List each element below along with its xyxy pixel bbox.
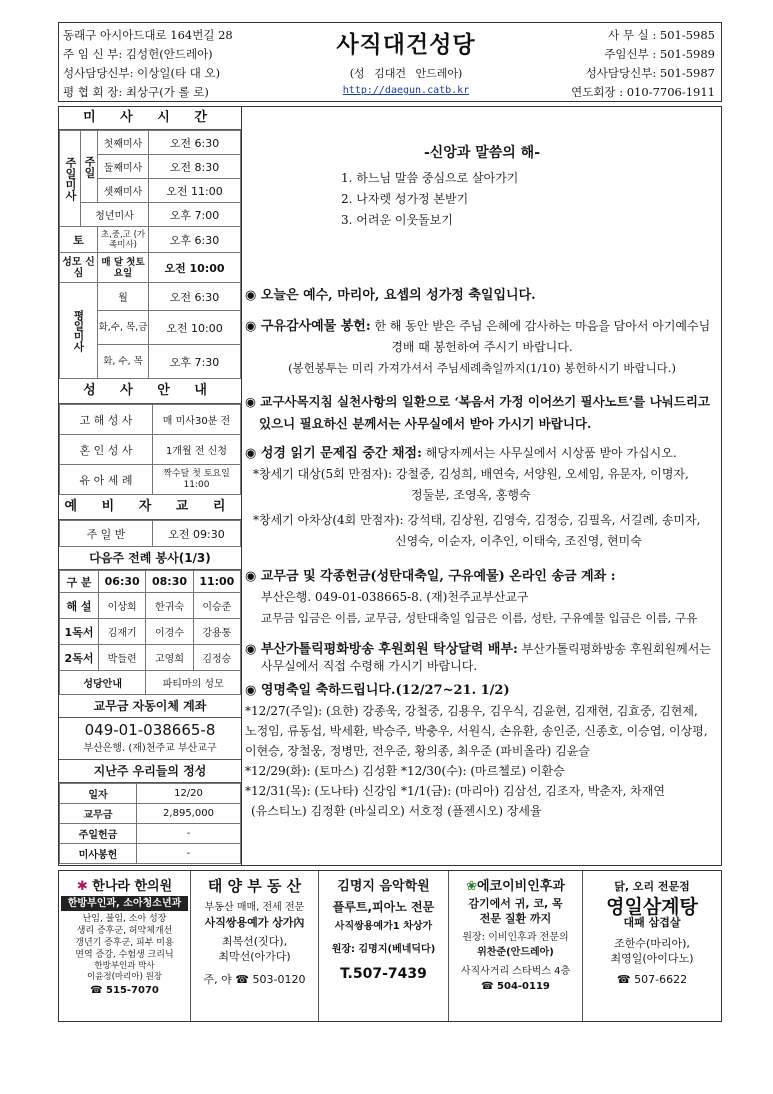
nw-role: 2독서 — [60, 645, 99, 671]
finance-name: 일자 — [60, 784, 137, 804]
weekday-mass-name: 월 — [98, 283, 149, 311]
ad-line: 한방부인과, 소아청소년과 — [61, 896, 188, 911]
transfer-bank: 부산은행. (재)천주교 부산교구 — [83, 743, 217, 754]
ad-line: 이윤정(마리아) 원장 — [86, 972, 163, 982]
finance-table — [59, 783, 241, 864]
ad-phone: ☎ 515-7070 — [90, 985, 159, 996]
ad-title: ✱ 한나라 한의원 — [76, 879, 173, 894]
ad-line: 대패 삼겹살 — [623, 916, 681, 929]
catechism-time: 오전 09:30 — [153, 521, 241, 547]
notice-feast: ◉ 오늘은 예수, 마리아, 요셉의 성가정 축일입니다. — [245, 288, 536, 303]
nw-header: 08:30 — [146, 571, 193, 593]
sunday-mass-label: 주일미사 — [60, 131, 81, 227]
notice-calendar-text: 부산가톨릭평화방송 후원회원께서는 — [517, 642, 711, 656]
sacrament-name: 고 해 성 사 — [60, 405, 153, 435]
ad-line: 갱년기 증후군, 피부 미용 — [75, 938, 174, 948]
weekday-mass-time: 오후 7:30 — [149, 345, 241, 379]
finance-value: - — [137, 844, 241, 864]
nameday-line: (유스티노) 김정환 (바실리오) 서호정 (플젠시오) 장세율 — [251, 804, 542, 818]
saturday-label: 토 — [60, 227, 98, 253]
church-title: 사직대건성당 — [336, 32, 476, 58]
mass-name: 셋째미사 — [98, 179, 149, 203]
genesis-winner-head: *창세기 대상(5회 만점자): — [253, 467, 392, 481]
ad-line: 플루트,피아노 전문 — [332, 900, 435, 914]
nameday-line: *12/29(화): (토마스) 김성환 *12/30(수): (마르첼로) 이환승 — [245, 764, 565, 778]
ad-line: 사직쌍용예가1 차상가 — [334, 921, 433, 932]
notice-bible-text: 해당자께서는 사무실에서 시상품 받아 가십시오. — [421, 446, 677, 460]
ad-title: 영일삼계탕 — [606, 896, 698, 918]
mass-name: 청년미사 — [81, 203, 149, 227]
nw-header: 11:00 — [193, 571, 240, 593]
nw-cell: 고영희 — [146, 645, 193, 671]
nw-cell: 김재기 — [99, 619, 146, 645]
nw-cell: 박들련 — [99, 645, 146, 671]
guide-label: 성당안내 — [60, 671, 146, 695]
genesis-winner-names2: 정둘분, 조영옥, 홍행숙 — [411, 488, 531, 502]
notice-bible-head: ◉ 성경 읽기 문제집 중간 채점: — [245, 446, 422, 461]
sacrament-title: 성 사 안 내 — [59, 379, 241, 404]
notice-copy-line2: 있으니 필요하신 분께서는 사무실에서 받아 가시기 바랍니다. — [259, 416, 592, 431]
mass-time: 오전 6:30 — [149, 131, 241, 155]
ad-phone: T.507-7439 — [340, 966, 427, 982]
pastor: 주 임 신 부: 김성헌(안드레아) — [63, 47, 213, 61]
notice-transfer — [245, 566, 719, 629]
motto-item: 1. 하느님 말씀 중심으로 살아가기 — [341, 171, 519, 185]
notice-nameday-head: ◉ 영명축일 축하드립니다.(12/27~21. 1/2) — [245, 683, 510, 698]
transfer-box — [59, 721, 241, 760]
first-saturday-time: 오전 10:00 — [149, 253, 241, 283]
ad-phone: 주, 야 ☎ 503-0120 — [203, 973, 306, 986]
nameday-line: 노정임, 류동섭, 박세환, 박승주, 박충우, 서원식, 손유환, 송인준, 신종호, 이승엽, 이상평, — [245, 724, 708, 738]
nw-cell: 김정승 — [193, 645, 240, 671]
nw-cell: 이승준 — [193, 593, 240, 619]
weekday-mass-name: 화,수, 목,금 — [98, 311, 149, 345]
transfer-account: 049-01-038665-8 — [84, 721, 216, 739]
ad-line: 감기에서 귀, 코, 목 — [468, 897, 563, 910]
content-frame — [58, 106, 722, 866]
ad-phone: ☎ 504-0119 — [481, 981, 550, 992]
logo-icon: ❀ — [466, 879, 477, 894]
notice-offering — [245, 316, 719, 379]
notice-calendar-head: ◉ 부산가톨릭평화방송 후원회원 탁상달력 배부: — [245, 642, 518, 657]
genesis-runner-head: *창세기 아차상(4회 만점자): — [253, 513, 404, 527]
notice-calendar — [245, 641, 719, 675]
mass-time: 오후 7:00 — [149, 203, 241, 227]
ad-line: 원장: 이비인후과 전문의 — [462, 932, 569, 943]
ad-line: 생리 증후군, 허약체개선 — [76, 926, 173, 936]
ad-line: 면역 증강, 수험생 크리닉 — [75, 950, 174, 960]
ad-line: 닭, 오리 전문점 — [614, 880, 690, 893]
nw-role: 해 설 — [60, 593, 99, 619]
phone-pastor: 주임신부 : 501-5989 — [604, 47, 715, 61]
mass-time: 오전 8:30 — [149, 155, 241, 179]
finance-value: 2,895,000 — [137, 804, 241, 824]
nw-header: 구 분 — [60, 571, 99, 593]
catechism-title: 예 비 자 교 리 — [59, 495, 241, 520]
weekday-mass-label: 평일미사 — [60, 283, 98, 379]
sunday-label: 주일 — [81, 131, 98, 203]
mass-table — [59, 130, 241, 379]
notice-copy-line1: ◉ 교구사목지침 실천사항의 일환으로 ‘복음서 가정 이어쓰기 필사노트’를 나눠드리고 — [245, 394, 710, 409]
nw-cell: 이상희 — [99, 593, 146, 619]
ad-samgyetang — [583, 871, 721, 1021]
ad-phone: ☎ 507-6622 — [616, 973, 688, 986]
catechism-name: 주 일 반 — [60, 521, 153, 547]
ad-line: 원장: 김명지(베네딕다) — [331, 944, 436, 955]
genesis-winner-names: 강철중, 김성희, 배연숙, 서양원, 오세임, 유문자, 이명자, — [392, 467, 689, 481]
finance-value: - — [137, 824, 241, 844]
ad-line: 부동산 매매, 전세 전문 — [204, 902, 305, 913]
ad-line: 최영일(아이다노) — [610, 952, 694, 965]
notice-nameday — [245, 681, 719, 821]
next-week-title: 다음주 전례 봉사(1/3) — [59, 547, 241, 570]
ad-line: 조한수(마리아), — [614, 937, 690, 950]
finance-title: 지난주 우리들의 정성 — [59, 760, 241, 783]
header-left — [63, 26, 233, 102]
finance-value: 12/20 — [137, 784, 241, 804]
sacrament-name: 혼 인 성 사 — [60, 435, 153, 465]
ads-bar — [58, 870, 722, 1022]
council-president: 평 협 회 장: 최상구(가 롤 로) — [63, 85, 209, 99]
mass-name: 둘째미사 — [98, 155, 149, 179]
nameday-line: 이현승, 장철웅, 정병만, 전우준, 황의종, 최우준 (파비올라) 김윤슬 — [245, 744, 590, 758]
genesis-runner-names2: 신영숙, 이순자, 이추인, 이태숙, 조진영, 현미숙 — [395, 534, 642, 548]
mass-time: 오전 11:00 — [149, 179, 241, 203]
header-right — [571, 26, 715, 102]
nameday-line: *12/27(주일): (요한) 강종욱, 강철중, 김용우, 김우식, 김윤현, 김재현, 김효중, 김현제, — [245, 704, 698, 718]
sacrament-value: 짝수달 첫 토요일 11:00 — [153, 465, 241, 495]
header-center — [321, 23, 491, 96]
assistant-priest: 성사담당신부: 이상일(타 대 오) — [63, 66, 221, 80]
header — [58, 22, 722, 102]
notice-offering-line2: 경배 때 봉헌하여 주시기 바랍니다. — [391, 340, 573, 354]
phone-office: 사 무 실 : 501-5985 — [608, 28, 715, 42]
nw-header: 06:30 — [99, 571, 146, 593]
sacrament-value: 1개월 전 신청 — [153, 435, 241, 465]
flower-icon: ✱ — [76, 879, 88, 894]
ad-title: ❀에코이비인후과 — [466, 879, 565, 894]
address: 동래구 아시아드대로 164번길 28 — [63, 28, 233, 42]
saturday-mass-name: 초,중,고 (가족미사) — [98, 227, 149, 253]
ad-title: 김명지 음악학원 — [337, 879, 430, 894]
phone-district: 연도회장 : 010-7706-1911 — [571, 85, 715, 99]
nw-cell: 한귀숙 — [146, 593, 193, 619]
ad-line: 사직쌍용예가 상가內 — [204, 916, 305, 929]
weekday-mass-time: 오전 6:30 — [149, 283, 241, 311]
sacrament-value: 매 미사30분 전 — [153, 405, 241, 435]
left-column — [59, 107, 242, 865]
genesis-runner-names: 강석태, 김상원, 김영숙, 김정승, 김필옥, 서길례, 송미자, — [403, 513, 701, 527]
saturday-mass-time: 오후 6:30 — [149, 227, 241, 253]
ad-taeyang — [191, 871, 319, 1021]
ad-music — [319, 871, 449, 1021]
nw-cell: 강용통 — [193, 619, 240, 645]
ad-eco — [449, 871, 583, 1021]
transfer-title: 교무금 자동이체 계좌 — [59, 695, 241, 718]
finance-name: 주일헌금 — [60, 824, 137, 844]
motto-title: -신앙과 말씀의 해- — [423, 145, 541, 161]
motto-list — [341, 168, 719, 231]
ad-hannara — [59, 871, 191, 1021]
bulletin-page — [58, 22, 722, 1022]
notice-transfer-line1: ◉ 교무금 및 각종헌금(성탄대축일, 구유예물) 온라인 송금 계좌 : — [245, 569, 616, 584]
nameday-line: *12/31(목): (도나타) 신강임 *1/1(금): (마리아) 김삼선, 김조자, 박춘자, 차재연 — [245, 784, 666, 798]
ad-line: 한방부인과 박사 — [94, 961, 155, 971]
ad-line: 최막선(아가다) — [218, 950, 291, 963]
nw-cell: 이경수 — [146, 619, 193, 645]
notice-copy-note — [245, 391, 719, 435]
motto-item: 2. 나자렛 성가정 본받기 — [341, 192, 469, 206]
ad-line: 최복선(짓다), — [221, 935, 288, 948]
ad-line: 위찬준(안드레아) — [477, 947, 554, 958]
ad-line: 전문 질환 까지 — [479, 912, 552, 925]
first-saturday-name: 매 달 첫토요일 — [98, 253, 149, 283]
notice-transfer-line2: 부산은행. 049-01-038665-8. (재)천주교부산교구 — [261, 590, 529, 604]
finance-name: 미사봉헌 — [60, 844, 137, 864]
catechism-table — [59, 520, 241, 547]
notice-transfer-line3: 교무금 입금은 이름, 교무금, 성탄대축일 입금은 이름, 성탄, 구유예물 입금은 이름, 구유 — [261, 611, 698, 625]
notice-offering-head: ◉ 구유감사예물 봉헌: — [245, 319, 371, 334]
notice-offering-text: 한 해 동안 받은 주님 은혜에 감사하는 마음을 담아서 아기예수님 — [370, 319, 711, 333]
next-week-table — [59, 570, 241, 695]
ad-line: 난임, 불임, 소아 성장 — [82, 914, 167, 924]
weekday-mass-time: 오전 10:00 — [149, 311, 241, 345]
weekday-mass-name: 화, 수, 목 — [98, 345, 149, 379]
notice-calendar-line2: 사무실에서 직접 수령해 가시기 바랍니다. — [261, 659, 478, 673]
sacrament-name: 유 아 세 례 — [60, 465, 153, 495]
mass-name: 첫째미사 — [98, 131, 149, 155]
notice-bible — [245, 443, 719, 552]
nw-role: 1독서 — [60, 619, 99, 645]
church-subtitle: (성 김대건 안드레아) — [349, 67, 463, 80]
motto-item: 3. 어려운 이웃돌보기 — [341, 213, 453, 227]
phone-assistant: 성사담당신부: 501-5987 — [585, 66, 715, 80]
sacrament-table — [59, 404, 241, 495]
mass-title: 미 사 시 간 — [59, 107, 241, 130]
church-url[interactable]: http://daegun.catb.kr — [342, 85, 470, 96]
first-saturday-label: 성모 신심 — [60, 253, 98, 283]
notice-offering-line3: (봉헌봉투는 미리 가져가셔서 주님세례축일까지(1/10) 봉헌하시기 바랍니다.) — [288, 361, 676, 375]
right-column — [245, 107, 719, 821]
finance-name: 교무금 — [60, 804, 137, 824]
guide-value: 파티마의 성모 — [146, 671, 241, 695]
ad-title: 태 양 부 동 산 — [207, 877, 302, 895]
ad-line: 사직사거리 스타벅스 4층 — [460, 966, 571, 977]
